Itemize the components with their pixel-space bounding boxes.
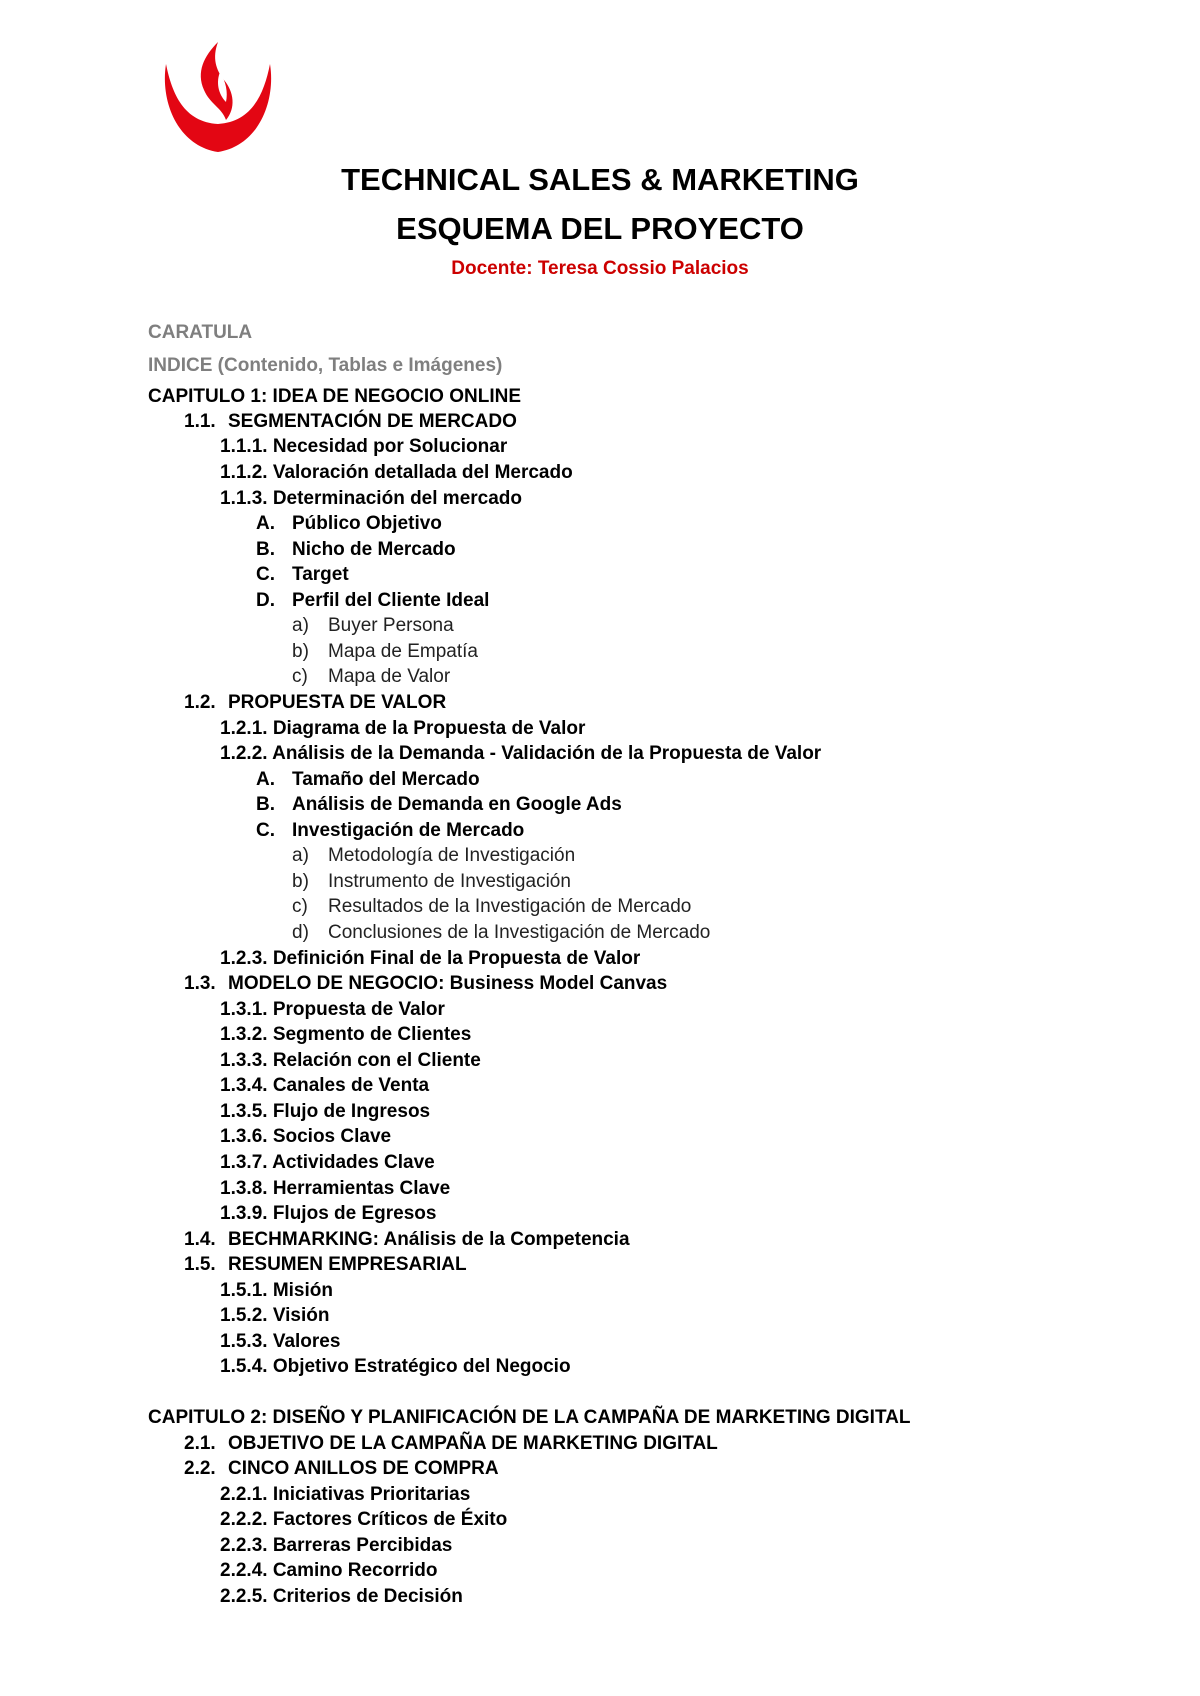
outline-item-text: BECHMARKING: Análisis de la Competencia [228, 1229, 630, 1250]
outline-item [220, 1203, 436, 1225]
outline-item-text: 1.5.3. Valores [220, 1331, 341, 1352]
outline-item-text: 1.3.8. Herramientas Clave [220, 1178, 451, 1199]
outline-item-text: 1.1.1. Necesidad por Solucionar [220, 436, 508, 457]
outline-item-text: 1.5.2. Visión [220, 1305, 330, 1326]
outline-item-number: A. [256, 513, 275, 534]
outline-item-text: Tamaño del Mercado [292, 769, 480, 790]
outline-item [220, 1101, 430, 1123]
outline-item-text: 1.3.6. Socios Clave [220, 1126, 392, 1147]
outline-item-number: 2.1. [184, 1433, 216, 1454]
outline-item [292, 641, 478, 663]
outline-item [256, 794, 622, 816]
outline-item [292, 666, 450, 688]
outline-item [256, 564, 349, 586]
outline-item-text: Investigación de Mercado [292, 820, 525, 841]
outline-item-text: 1.3.1. Propuesta de Valor [220, 999, 445, 1020]
outline-item-text: Público Objetivo [292, 513, 442, 534]
outline-item-text: 1.3.3. Relación con el Cliente [220, 1050, 481, 1071]
outline-item [148, 1407, 910, 1429]
outline-item-number: 1.1. [184, 411, 216, 432]
outline-item-number: 1.5. [184, 1254, 216, 1275]
outline-item-text: Análisis de Demanda en Google Ads [292, 794, 622, 815]
outline-item-text: Conclusiones de la Investigación de Mercado [328, 922, 711, 943]
outline-item-text: 1.5.1. Misión [220, 1280, 333, 1301]
outline-item-text: Target [292, 564, 349, 585]
outline-item-text: 1.2.2. Análisis de la Demanda - Validación de la Propuesta de Valor [220, 743, 822, 764]
outline-item-text: RESUMEN EMPRESARIAL [228, 1254, 467, 1275]
outline-item-text: Mapa de Valor [328, 666, 451, 687]
outline-item [292, 922, 710, 944]
docente-line: Docente: Teresa Cossio Palacios [451, 258, 749, 279]
outline-item [220, 462, 573, 484]
outline-item [220, 1586, 463, 1608]
outline-item-text: 1.2.1. Diagrama de la Propuesta de Valor [220, 718, 586, 739]
outline-item [220, 1535, 452, 1557]
outline-item-text: OBJETIVO DE LA CAMPAÑA DE MARKETING DIGITAL [228, 1433, 718, 1454]
outline-item-number: 2.2. [184, 1458, 216, 1479]
outline-item [184, 1458, 499, 1480]
outline-item-number: a) [292, 615, 309, 636]
outline-item [220, 1484, 470, 1506]
outline-item [220, 1024, 471, 1046]
outline-item-text: Resultados de la Investigación de Mercado [328, 896, 692, 917]
document-title: TECHNICAL SALES & MARKETING [341, 162, 859, 197]
indice-label: INDICE (Contenido, Tablas e Imágenes) [148, 355, 503, 376]
outline-item [220, 488, 522, 510]
outline-item [184, 411, 517, 433]
outline-item-text: CAPITULO 1: IDEA DE NEGOCIO ONLINE [148, 386, 521, 407]
outline-item-number: 1.3. [184, 973, 216, 994]
outline-item [220, 1356, 571, 1378]
outline-item [220, 1305, 329, 1327]
outline-item [292, 896, 691, 918]
outline-item [220, 1331, 340, 1353]
outline-item-text: CAPITULO 2: DISEÑO Y PLANIFICACIÓN DE LA CAMPAÑA DE MARKETING DIGITAL [148, 1407, 911, 1428]
caratula-label: CARATULA [148, 322, 253, 343]
outline-item-number: C. [256, 564, 275, 585]
outline-item [220, 999, 445, 1021]
outline-item [256, 769, 480, 791]
outline-item [292, 871, 571, 893]
outline-item [220, 1050, 481, 1072]
outline-item-text: 1.3.9. Flujos de Egresos [220, 1203, 437, 1224]
outline-item-number: a) [292, 845, 309, 866]
outline-item [220, 436, 507, 458]
outline-item [148, 386, 521, 408]
outline-item [220, 1509, 507, 1531]
outline-item-text: 1.3.4. Canales de Venta [220, 1075, 430, 1096]
outline-item [220, 743, 821, 765]
outline-item [184, 1229, 630, 1251]
outline-item-number: b) [292, 641, 309, 662]
outline-item-number: A. [256, 769, 275, 790]
outline-item-text: Metodología de Investigación [328, 845, 576, 866]
outline-item [256, 513, 442, 535]
outline-item-number: B. [256, 794, 275, 815]
outline-item [220, 1178, 450, 1200]
outline-item-text: 1.3.2. Segmento de Clientes [220, 1024, 472, 1045]
outline-item-text: Perfil del Cliente Ideal [292, 590, 490, 611]
outline-item-text: SEGMENTACIÓN DE MERCADO [228, 411, 517, 432]
outline-item-text: 2.2.3. Barreras Percibidas [220, 1535, 453, 1556]
outline-item-number: c) [292, 666, 308, 687]
outline-item-text: MODELO DE NEGOCIO: Business Model Canvas [228, 973, 668, 994]
outline-item-text: 1.1.3. Determinación del mercado [220, 488, 523, 509]
outline-item [220, 948, 640, 970]
outline-item-number: c) [292, 896, 308, 917]
outline-item-text: 2.2.1. Iniciativas Prioritarias [220, 1484, 471, 1505]
outline-item [220, 1126, 391, 1148]
outline-item [220, 1075, 429, 1097]
outline-item-text: 2.2.2. Factores Críticos de Éxito [220, 1509, 508, 1530]
outline-item-text: Buyer Persona [328, 615, 454, 636]
outline-item-text: 1.3.5. Flujo de Ingresos [220, 1101, 431, 1122]
outline-item [256, 539, 456, 561]
outline-item-text: Instrumento de Investigación [328, 871, 571, 892]
outline-item-number: b) [292, 871, 309, 892]
outline-item [220, 718, 585, 740]
outline-item [220, 1280, 333, 1302]
outline-item [292, 845, 575, 867]
outline-item-text: CINCO ANILLOS DE COMPRA [228, 1458, 499, 1479]
outline-item [184, 973, 667, 995]
outline-item-number: C. [256, 820, 275, 841]
outline-item-number: 1.2. [184, 692, 216, 713]
outline-item [292, 615, 454, 637]
outline-item-number: 1.4. [184, 1229, 216, 1250]
outline-item-text: Mapa de Empatía [328, 641, 478, 662]
outline-item-text: 1.2.3. Definición Final de la Propuesta de Valor [220, 948, 641, 969]
outline-item [184, 1433, 718, 1455]
outline-item-text: 2.2.5. Criterios de Decisión [220, 1586, 463, 1607]
outline-item [256, 820, 524, 842]
outline-item [220, 1560, 438, 1582]
outline-item-text: 1.5.4. Objetivo Estratégico del Negocio [220, 1356, 571, 1377]
outline-item-number: D. [256, 590, 275, 611]
outline-item [220, 1152, 435, 1174]
document-subtitle: ESQUEMA DEL PROYECTO [396, 211, 804, 246]
outline-item-text: PROPUESTA DE VALOR [228, 692, 447, 713]
outline-item [184, 1254, 467, 1276]
outline-item-text: 1.3.7. Actividades Clave [220, 1152, 435, 1173]
outline-item-text: 2.2.4. Camino Recorrido [220, 1560, 438, 1581]
outline-item-number: d) [292, 922, 309, 943]
upc-flame-logo-icon [160, 42, 276, 156]
outline-item-number: B. [256, 539, 275, 560]
outline-item [184, 692, 446, 714]
outline-item [256, 590, 489, 612]
outline-item-text: Nicho de Mercado [292, 539, 456, 560]
outline-item-text: 1.1.2. Valoración detallada del Mercado [220, 462, 573, 483]
